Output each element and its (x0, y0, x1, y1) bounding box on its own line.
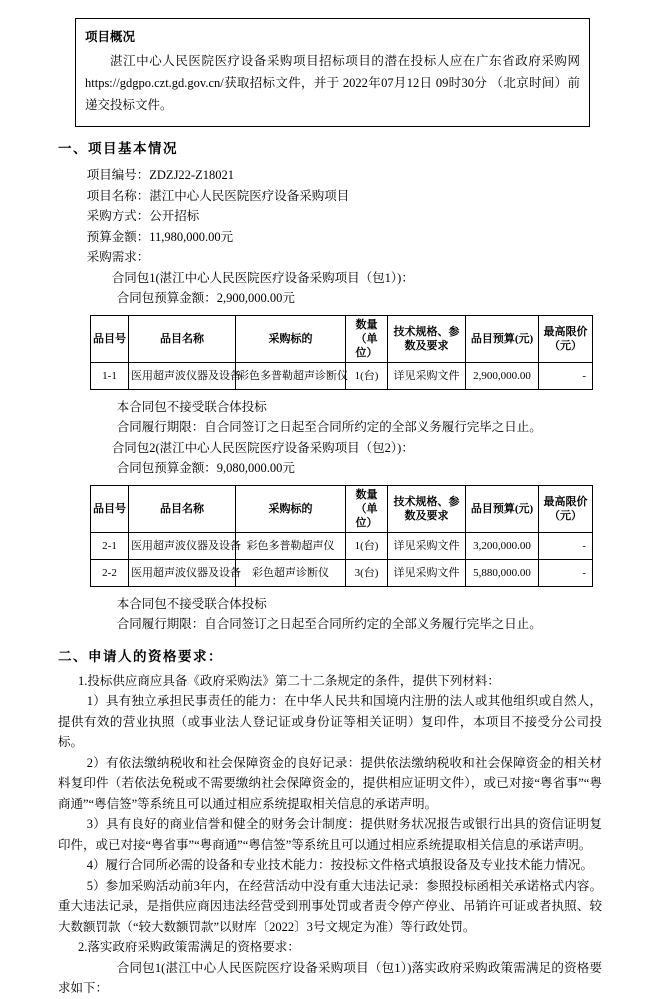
cell-quantity: 1(台) (346, 532, 388, 559)
package1-title: 合同包1(湛江中心人民医院医疗设备采购项目（包1）)： (111, 270, 414, 285)
cell-item-budget: 5,880,000.00 (466, 559, 539, 586)
field-value: 11,980,000.00元 (149, 229, 234, 244)
cell-item-budget: 3,200,000.00 (466, 532, 539, 559)
cell-item-name: 医用超声波仪器及设备 (129, 362, 236, 389)
qualification-paragraph-1-1: 1）具有独立承担民事责任的能力：在中华人民共和国境内注册的法人或其他组织或自然人，提供有效的营业执照（或事业法人登记证或身份证等相关证明）复印件，本项目不接受分公司投标。 (58, 694, 602, 749)
package2-note-term: 合同履行期限：自合同签订之日起至合同所约定的全部义务履行完毕之日止。 (116, 617, 542, 631)
cell-price-ceiling: - (539, 532, 593, 559)
col-header-price-ceiling: 最高限价（元） (539, 315, 593, 362)
col-header-subject: 采购标的 (236, 315, 346, 362)
field-value: ZDZJ22-Z18021 (149, 168, 234, 182)
cell-specs: 详见采购文件 (388, 559, 466, 586)
table-row (91, 532, 593, 559)
col-header-price-ceiling: 最高限价（元） (539, 485, 593, 532)
cell-item-no: 1-1 (91, 362, 129, 389)
cell-specs: 详见采购文件 (388, 362, 466, 389)
package2-note-joint: 本合同包不接受联合体投标 (116, 596, 267, 611)
items-table-package2 (90, 485, 593, 587)
cell-item-name: 医用超声波仪器及设备 (129, 532, 236, 559)
field-budget-amount (58, 227, 602, 248)
overview-body: 湛江中心人民医院医疗设备采购项目招标项目的潜在投标人应在广东省政府采购网https://gdgpo.czt.gd.gov.cn/获取招标文件，并于 2022年07月12日 09时30分 （北京时间）前递交投标文件。 (85, 54, 580, 112)
qualification-paragraph-1-4: 4）履行合同所必需的设备和专业技术能力：按投标文件格式填报设备及专业技术能力情况。 (86, 858, 594, 872)
field-project-number (58, 165, 602, 186)
field-label: 采购需求： (86, 250, 150, 264)
col-header-subject: 采购标的 (236, 485, 346, 532)
qualification-paragraph-1-3: 3）具有良好的商业信誉和健全的财务会计制度：提供财务状况报告或银行出具的资信证明复印件，或已对接“粤省事”“粤商通”“粤信签”等系统且可以通过相应系统提取相关信息的承诺声明。 (58, 817, 602, 852)
field-procurement-demand (58, 247, 602, 268)
col-header-item-no: 品目号 (91, 485, 129, 532)
field-value: 公开招标 (149, 209, 200, 223)
package2-title: 合同包2(湛江中心人民医院医疗设备采购项目（包2）)： (111, 440, 414, 455)
table-header-row (91, 315, 593, 362)
package2-budget: 合同包预算金额：9,080,000.00元 (116, 461, 295, 475)
section2-heading: 二、申请人的资格要求： (58, 648, 223, 664)
items-table-package1 (90, 315, 593, 390)
cell-quantity: 1(台) (346, 362, 388, 389)
col-header-quantity: 数量（单位） (346, 315, 388, 362)
package1-note-joint: 本合同包不接受联合体投标 (116, 399, 267, 414)
qualification-paragraph-1-2: 2）有依法缴纳税收和社会保障资金的良好记录：提供依法缴纳税收和社会保障资金的相关材料复印件（若依法免税或不需要缴纳社会保障资金的，提供相应证明文件），或已对接“粤省事”“粤商通”“粤信签”等系统且可以通过相应系统提取相关信息的承诺声明。 (58, 755, 602, 811)
qualification-paragraph-2: 2.落实政府采购政策需满足的资格要求： (78, 940, 300, 954)
col-header-specs: 技术规格、参数及要求 (388, 315, 466, 362)
cell-price-ceiling: - (539, 362, 593, 389)
cell-item-budget: 2,900,000.00 (466, 362, 539, 389)
package1-budget: 合同包预算金额：2,900,000.00元 (116, 291, 295, 305)
package1-note-term: 合同履行期限：自合同签订之日起至合同所约定的全部义务履行完毕之日止。 (116, 420, 542, 434)
col-header-specs: 技术规格、参数及要求 (388, 485, 466, 532)
cell-specs: 详见采购文件 (388, 532, 466, 559)
field-label: 项目名称： (86, 188, 150, 203)
cell-quantity: 3(台) (346, 559, 388, 586)
field-project-name (58, 186, 602, 207)
cell-item-no: 2-2 (91, 559, 129, 586)
field-procurement-method (58, 206, 602, 227)
qualification-paragraph-1: 1.投标供应商应具备《政府采购法》第二十二条规定的条件，提供下列材料： (78, 673, 500, 688)
project-overview-box (75, 18, 590, 127)
overview-title: 项目概况 (85, 30, 136, 44)
cell-item-no: 2-1 (91, 532, 129, 559)
col-header-quantity: 数量（单位） (346, 485, 388, 532)
field-label: 项目编号： (86, 168, 150, 182)
cell-subject: 彩色多普勒超声仪 (236, 532, 346, 559)
qualification-paragraph-1-5: 5）参加采购活动前3年内，在经营活动中没有重大违法记录：参照投标函相关承诺格式内容。重大违法记录，是指供应商因违法经营受到刑事处罚或者责令停产停业、吊销许可证或者执照、较大数额罚款（“较大数额罚款”以财库〔2022〕3号文规定为准）等行政处罚。 (58, 878, 602, 934)
table-row (91, 559, 593, 586)
col-header-item-name: 品目名称 (129, 485, 236, 532)
field-label: 预算金额： (86, 229, 150, 244)
col-header-item-name: 品目名称 (129, 315, 236, 362)
col-header-item-budget: 品目预算(元) (466, 315, 539, 362)
cell-subject: 彩色多普勒超声诊断仪 (236, 362, 346, 389)
field-value: 湛江中心人民医院医疗设备采购项目 (149, 188, 350, 203)
table-row (91, 362, 593, 389)
table-header-row (91, 485, 593, 532)
cell-subject: 彩色超声诊断仪 (236, 559, 346, 586)
qualification-paragraph-2-1: 合同包1(湛江中心人民医院医疗设备采购项目（包1）)落实政府采购政策需满足的资格要求如下： (58, 960, 602, 995)
col-header-item-no: 品目号 (91, 315, 129, 362)
cell-item-name: 医用超声波仪器及设备 (129, 559, 236, 586)
cell-price-ceiling: - (539, 559, 593, 586)
field-label: 采购方式： (86, 209, 150, 223)
col-header-item-budget: 品目预算(元) (466, 485, 539, 532)
section1-heading: 一、项目基本情况 (58, 141, 178, 156)
